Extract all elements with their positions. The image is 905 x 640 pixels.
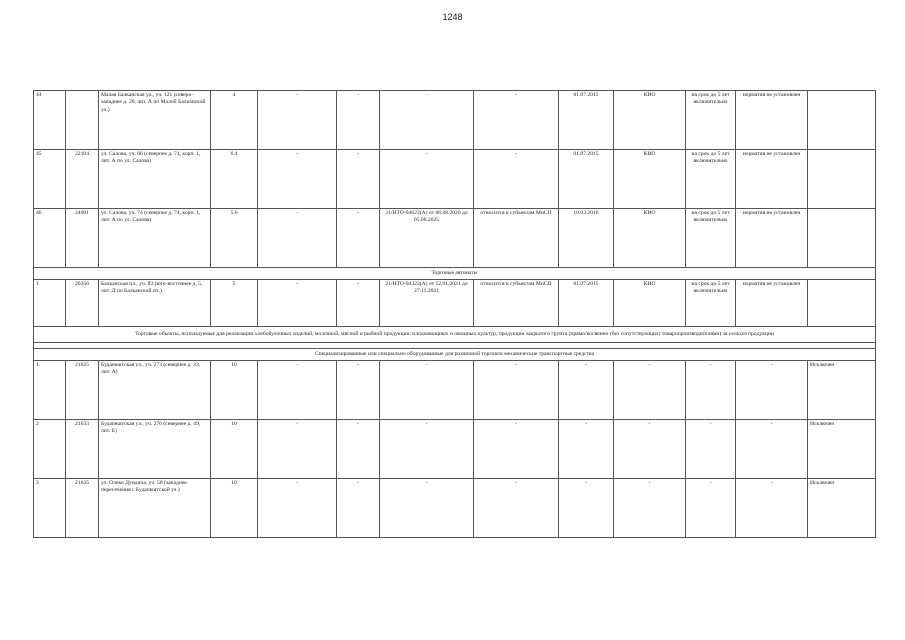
cell-c5: - [258, 479, 337, 538]
cell-code: 21625 [66, 361, 99, 420]
cell-c6: - [337, 150, 380, 209]
cell-norm: норматив не установлен [736, 91, 808, 150]
cell-owner: - [614, 420, 686, 479]
category-heading: Торговые объекты, используемые для реализации хлебобулочных изделий, молочной, мясной и рыбной продукции, плодоовощных и овощных культур, продукции закрытого грунта (прямо/косвенно (без сопутствующих) товаропроизводителями) за сельхоз продукции [34, 327, 876, 343]
cell-date: 01.07.2015 [559, 150, 614, 209]
cell-note [808, 209, 876, 268]
table-row [34, 280, 876, 327]
cell-n: 46 [34, 209, 66, 268]
cell-code [66, 91, 99, 150]
table-row [34, 420, 876, 479]
cell-c6: - [337, 280, 380, 327]
cell-c5: - [258, 209, 337, 268]
cell-n: 1 [34, 280, 66, 327]
cell-c7: - [380, 150, 474, 209]
cell-address: Балканская пл., уч. 83 (юго-восточнее д. 5, лит. Д по Балканской пл.) [99, 280, 211, 327]
cell-c8: - [474, 361, 559, 420]
cell-address: ул. Салова, уч. 66 (северпее д. 74, корп. 1, лит. А по ул. Салова) [99, 150, 211, 209]
cell-address: Будапештская ул., уч. 276 (севернее д. 49, лит. Б) [99, 420, 211, 479]
cell-date: 10.03.2016 [559, 209, 614, 268]
cell-area: 4 [211, 91, 258, 150]
cell-n: 1 [34, 361, 66, 420]
table-row [34, 361, 876, 420]
cell-term: на срок до 5 лет включительно [686, 91, 736, 150]
cell-date: - [559, 420, 614, 479]
cell-c8: относится к субъектам МиСП [474, 209, 559, 268]
cell-c5: - [258, 150, 337, 209]
cell-date: - [559, 361, 614, 420]
cell-c6: - [337, 209, 380, 268]
cell-c5: - [258, 361, 337, 420]
cell-note [808, 150, 876, 209]
cell-code: 21633 [66, 420, 99, 479]
cell-c8: - [474, 150, 559, 209]
cell-c7: - [380, 479, 474, 538]
section-vending-heading-row [34, 268, 876, 280]
cell-owner: КИО [614, 209, 686, 268]
cell-term: - [686, 361, 736, 420]
cell-address: Будапештская ул., уч. 273 (севернее д. 33, лит. А) [99, 361, 211, 420]
cell-c6: - [337, 479, 380, 538]
cell-area: 10 [211, 479, 258, 538]
table-row [34, 479, 876, 538]
cell-code: 21635 [66, 479, 99, 538]
cell-owner: - [614, 361, 686, 420]
cell-norm: - [736, 361, 808, 420]
cell-norm: - [736, 420, 808, 479]
cell-owner: КИО [614, 280, 686, 327]
cell-n: 3 [34, 479, 66, 538]
section-vending-heading: Торговые автоматы [34, 268, 876, 280]
cell-owner: КИО [614, 91, 686, 150]
cell-area: 6.4 [211, 150, 258, 209]
table-row [34, 209, 876, 268]
cell-c7: - [380, 420, 474, 479]
cell-date: 01.07.2015 [559, 91, 614, 150]
cell-date: 01.07.2015 [559, 280, 614, 327]
cell-area: 10 [211, 361, 258, 420]
cell-address: ул. Олеко Дундича, уч. 58 (западнее пересечения с Будапештской ул.) [99, 479, 211, 538]
cell-code: 20356 [66, 280, 99, 327]
cell-c7: - [380, 91, 474, 150]
cell-c7: 21/НТО-04623(А) от 06.08.2020 до 05.08.2025 [380, 209, 474, 268]
cell-c8: - [474, 420, 559, 479]
cell-term: на срок до 5 лет включительно [686, 280, 736, 327]
cell-c6: - [337, 91, 380, 150]
cell-n: 2 [34, 420, 66, 479]
cell-c8: относится к субъектам МиСП [474, 280, 559, 327]
cell-c6: - [337, 420, 380, 479]
cell-c5: - [258, 280, 337, 327]
cell-norm: норматив не установлен [736, 209, 808, 268]
cell-norm: - [736, 479, 808, 538]
cell-note: Исключен [808, 361, 876, 420]
cell-term: на срок до 5 лет включительно [686, 150, 736, 209]
cell-c8: - [474, 479, 559, 538]
cell-note: Исключен [808, 420, 876, 479]
cell-area: 5.6 [211, 209, 258, 268]
cell-note [808, 280, 876, 327]
cell-address: ул. Салова, уч. 74 (северпее д. 74, корп. 1, лит. А по ул. Салова) [99, 209, 211, 268]
table-row [34, 150, 876, 209]
cell-owner: КИО [614, 150, 686, 209]
cell-c7: 21/НТО-04323(А) от 12.01.2021 до 27.11.2021 [380, 280, 474, 327]
cell-c5: - [258, 420, 337, 479]
cell-term: - [686, 479, 736, 538]
category-heading-row [34, 327, 876, 343]
cell-owner: - [614, 479, 686, 538]
cell-n: 45 [34, 150, 66, 209]
cell-term: на срок до 5 лет включительно [686, 209, 736, 268]
cell-c6: - [337, 361, 380, 420]
cell-term: - [686, 420, 736, 479]
cell-code: 22104 [66, 150, 99, 209]
table-row [34, 91, 876, 150]
section-mobile-heading: Специализированные или специально оборудованные для розничной торговли механические транспортные средства [34, 349, 876, 361]
cell-c8: - [474, 91, 559, 150]
cell-code: 24001 [66, 209, 99, 268]
page-number: 1248 [442, 12, 463, 22]
cell-note: Исключен [808, 479, 876, 538]
cell-date: - [559, 479, 614, 538]
registry-table [33, 90, 876, 538]
section-mobile-heading-row [34, 349, 876, 361]
cell-c7: - [380, 361, 474, 420]
cell-address: Малая Балканская ул., уч. 121 (северо-западнее д. 20, лит. А по Малой Балканской ул.) [99, 91, 211, 150]
cell-norm: норматив не установлен [736, 280, 808, 327]
cell-c5: - [258, 91, 337, 150]
cell-note [808, 91, 876, 150]
cell-norm: норматив не установлен [736, 150, 808, 209]
cell-area: 5 [211, 280, 258, 327]
cell-n: 44 [34, 91, 66, 150]
cell-area: 10 [211, 420, 258, 479]
